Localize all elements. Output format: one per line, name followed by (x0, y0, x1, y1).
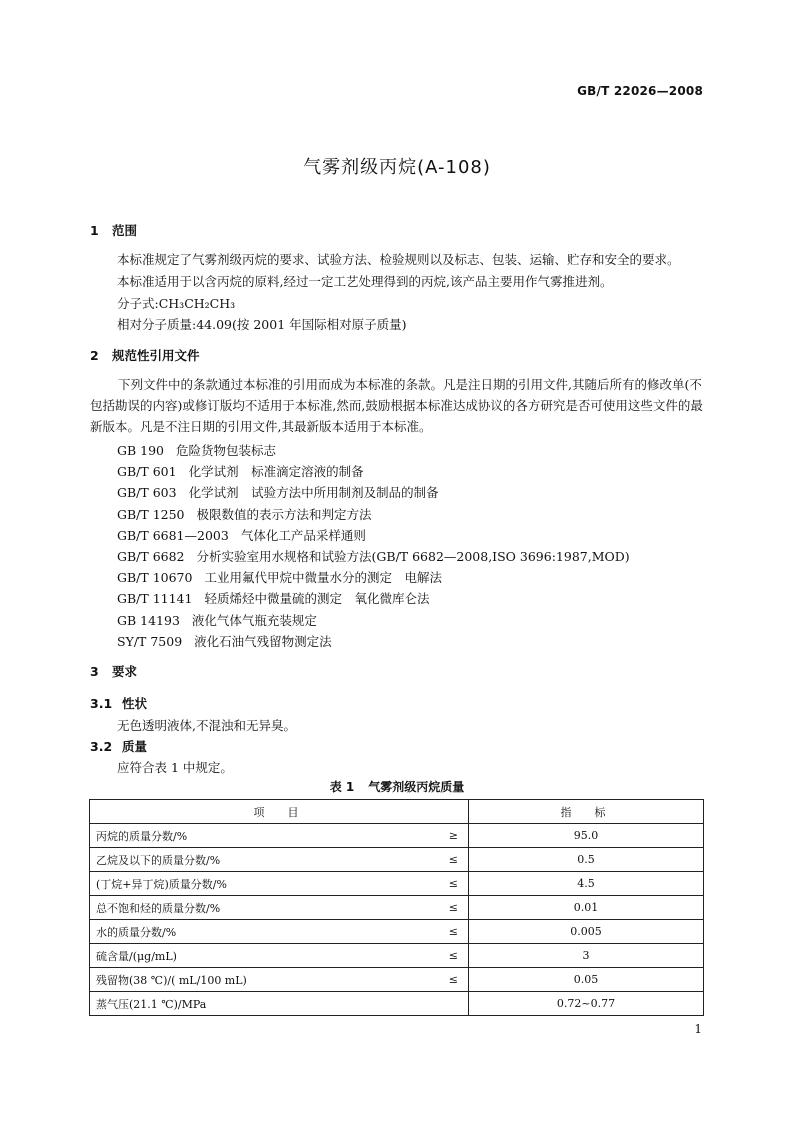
reference-title: 危险货物包装标志 (176, 443, 277, 458)
subsection-title: 性状 (122, 696, 148, 711)
section-number: 1 (90, 223, 99, 238)
comparison-symbol: ≤ (402, 968, 469, 992)
reference-title: 极限数值的表示方法和判定方法 (196, 506, 372, 522)
spec-value: 0.72~0.77 (469, 992, 704, 1016)
molecular-formula: 分子式:CH₃CH₂CH₃ (117, 296, 236, 311)
spec-item: (丁烷+异丁烷)质量分数/% (90, 872, 403, 896)
scope-paragraph-2: 本标准适用于以含丙烷的原料,经过一定工艺处理得到的丙烷,该产品主要用作气雾推进剂。 (117, 274, 613, 289)
table-row (90, 944, 704, 968)
comparison-symbol: ≤ (402, 848, 469, 872)
spec-value: 0.01 (469, 896, 704, 920)
quality-text: 应符合表 1 中规定。 (117, 760, 233, 775)
spec-item: 残留物(38 ℃)/( mL/100 mL) (90, 968, 403, 992)
comparison-symbol: ≤ (402, 944, 469, 968)
spec-item: 乙烷及以下的质量分数/% (90, 848, 403, 872)
page-number: 1 (694, 1022, 702, 1036)
section-title: 范围 (112, 223, 138, 238)
reference-item (117, 611, 317, 629)
section-2-heading (90, 346, 200, 364)
reference-item (117, 441, 276, 459)
reference-item (117, 462, 364, 480)
spec-item: 蒸气压(21.1 ℃)/MPa (90, 992, 403, 1016)
table-row (90, 896, 704, 920)
reference-item (117, 589, 429, 607)
standard-number: GB/T 22026—2008 (577, 84, 703, 98)
appearance-text: 无色透明液体,不混浊和无异臭。 (117, 718, 296, 733)
quality-spec-table (89, 799, 704, 1016)
spec-item: 丙烷的质量分数/% (90, 824, 403, 848)
table-title: 气雾剂级丙烷质量 (368, 780, 465, 794)
reference-title: 工业用氟代甲烷中微量水分的测定 电解法 (204, 570, 442, 586)
table-label: 表 1 (329, 780, 355, 794)
reference-code: GB/T 601 (117, 464, 177, 480)
table-header-row (90, 800, 704, 824)
section-number: 2 (90, 348, 99, 363)
reference-title: 轻质烯烃中微量硫的测定 氧化微库仑法 (204, 591, 430, 607)
section-title: 要求 (112, 664, 138, 679)
spec-value: 4.5 (469, 872, 704, 896)
spec-value: 0.05 (469, 968, 704, 992)
reference-item (117, 632, 332, 650)
reference-item (117, 568, 442, 586)
table-caption (0, 778, 794, 795)
reference-code: SY/T 7509 (117, 633, 183, 649)
reference-item (117, 505, 372, 523)
spec-item: 硫含量/(μg/mL) (90, 944, 403, 968)
reference-code: GB/T 10670 (117, 570, 193, 586)
reference-title: 液化石油气残留物测定法 (194, 633, 332, 649)
reference-code: GB/T 11141 (117, 591, 193, 607)
reference-code: GB/T 6681—2003 (117, 527, 229, 543)
scope-paragraph-1: 本标准规定了气雾剂级丙烷的要求、试验方法、检验规则以及标志、包装、运输、贮存和安全的要求。 (117, 252, 680, 267)
document-title: 气雾剂级丙烷(A-108) (303, 157, 491, 178)
reference-title: 气体化工产品采样通则 (240, 527, 366, 543)
spec-value: 3 (469, 944, 704, 968)
column-header-item: 项 目 (90, 800, 469, 824)
subsection-number: 3.1 (90, 696, 113, 711)
table-row (90, 992, 704, 1016)
comparison-symbol: ≤ (402, 920, 469, 944)
reference-code: GB/T 1250 (117, 506, 185, 522)
reference-code: GB 190 (117, 443, 165, 458)
reference-title: 分析实验室用水规格和试验方法(GB/T 6682—2008,ISO 3696:1987,MOD) (196, 549, 630, 564)
table-row (90, 872, 704, 896)
normative-references-intro: 下列文件中的条款通过本标准的引用而成为本标准的条款。凡是注日期的引用文件,其随后所有的修改单(不包括勘误的内容)或修订版均不适用于本标准,然而,鼓励根据本标准达成协议的各方研究是否可使用这些文件的最新版本。凡是不注日期的引用文件,其最新版本适用于本标准。 (90, 377, 703, 434)
subsection-number: 3.2 (90, 739, 113, 754)
section-title: 规范性引用文件 (112, 348, 200, 363)
comparison-symbol: ≥ (402, 824, 469, 848)
table-row (90, 920, 704, 944)
reference-code: GB/T 603 (117, 485, 177, 501)
spec-item: 水的质量分数/% (90, 920, 403, 944)
subsection-3-2-heading (90, 737, 147, 755)
spec-value: 0.5 (469, 848, 704, 872)
column-header-value: 指 标 (469, 800, 704, 824)
reference-item (117, 483, 439, 501)
table-row (90, 968, 704, 992)
comparison-symbol (402, 992, 469, 1016)
spec-value: 95.0 (469, 824, 704, 848)
subsection-3-1-heading (90, 694, 147, 712)
reference-title: 液化气体气瓶充装规定 (191, 612, 317, 628)
molecular-weight: 相对分子质量:44.09(按 2001 年国际相对原子质量) (117, 317, 407, 332)
section-3-heading (90, 662, 137, 680)
reference-code: GB/T 6682 (117, 549, 185, 564)
section-1-heading (90, 221, 137, 239)
reference-item (117, 526, 366, 544)
reference-title: 化学试剂 试验方法中所用制剂及制品的制备 (188, 485, 439, 501)
comparison-symbol: ≤ (402, 872, 469, 896)
spec-item: 总不饱和烃的质量分数/% (90, 896, 403, 920)
table-body (90, 824, 704, 1016)
reference-item (117, 547, 630, 565)
table-row (90, 848, 704, 872)
table-row (90, 824, 704, 848)
reference-code: GB 14193 (117, 612, 180, 628)
comparison-symbol: ≤ (402, 896, 469, 920)
reference-title: 化学试剂 标准滴定溶液的制备 (188, 464, 364, 480)
subsection-title: 质量 (122, 739, 148, 754)
spec-value: 0.005 (469, 920, 704, 944)
section-number: 3 (90, 664, 99, 679)
